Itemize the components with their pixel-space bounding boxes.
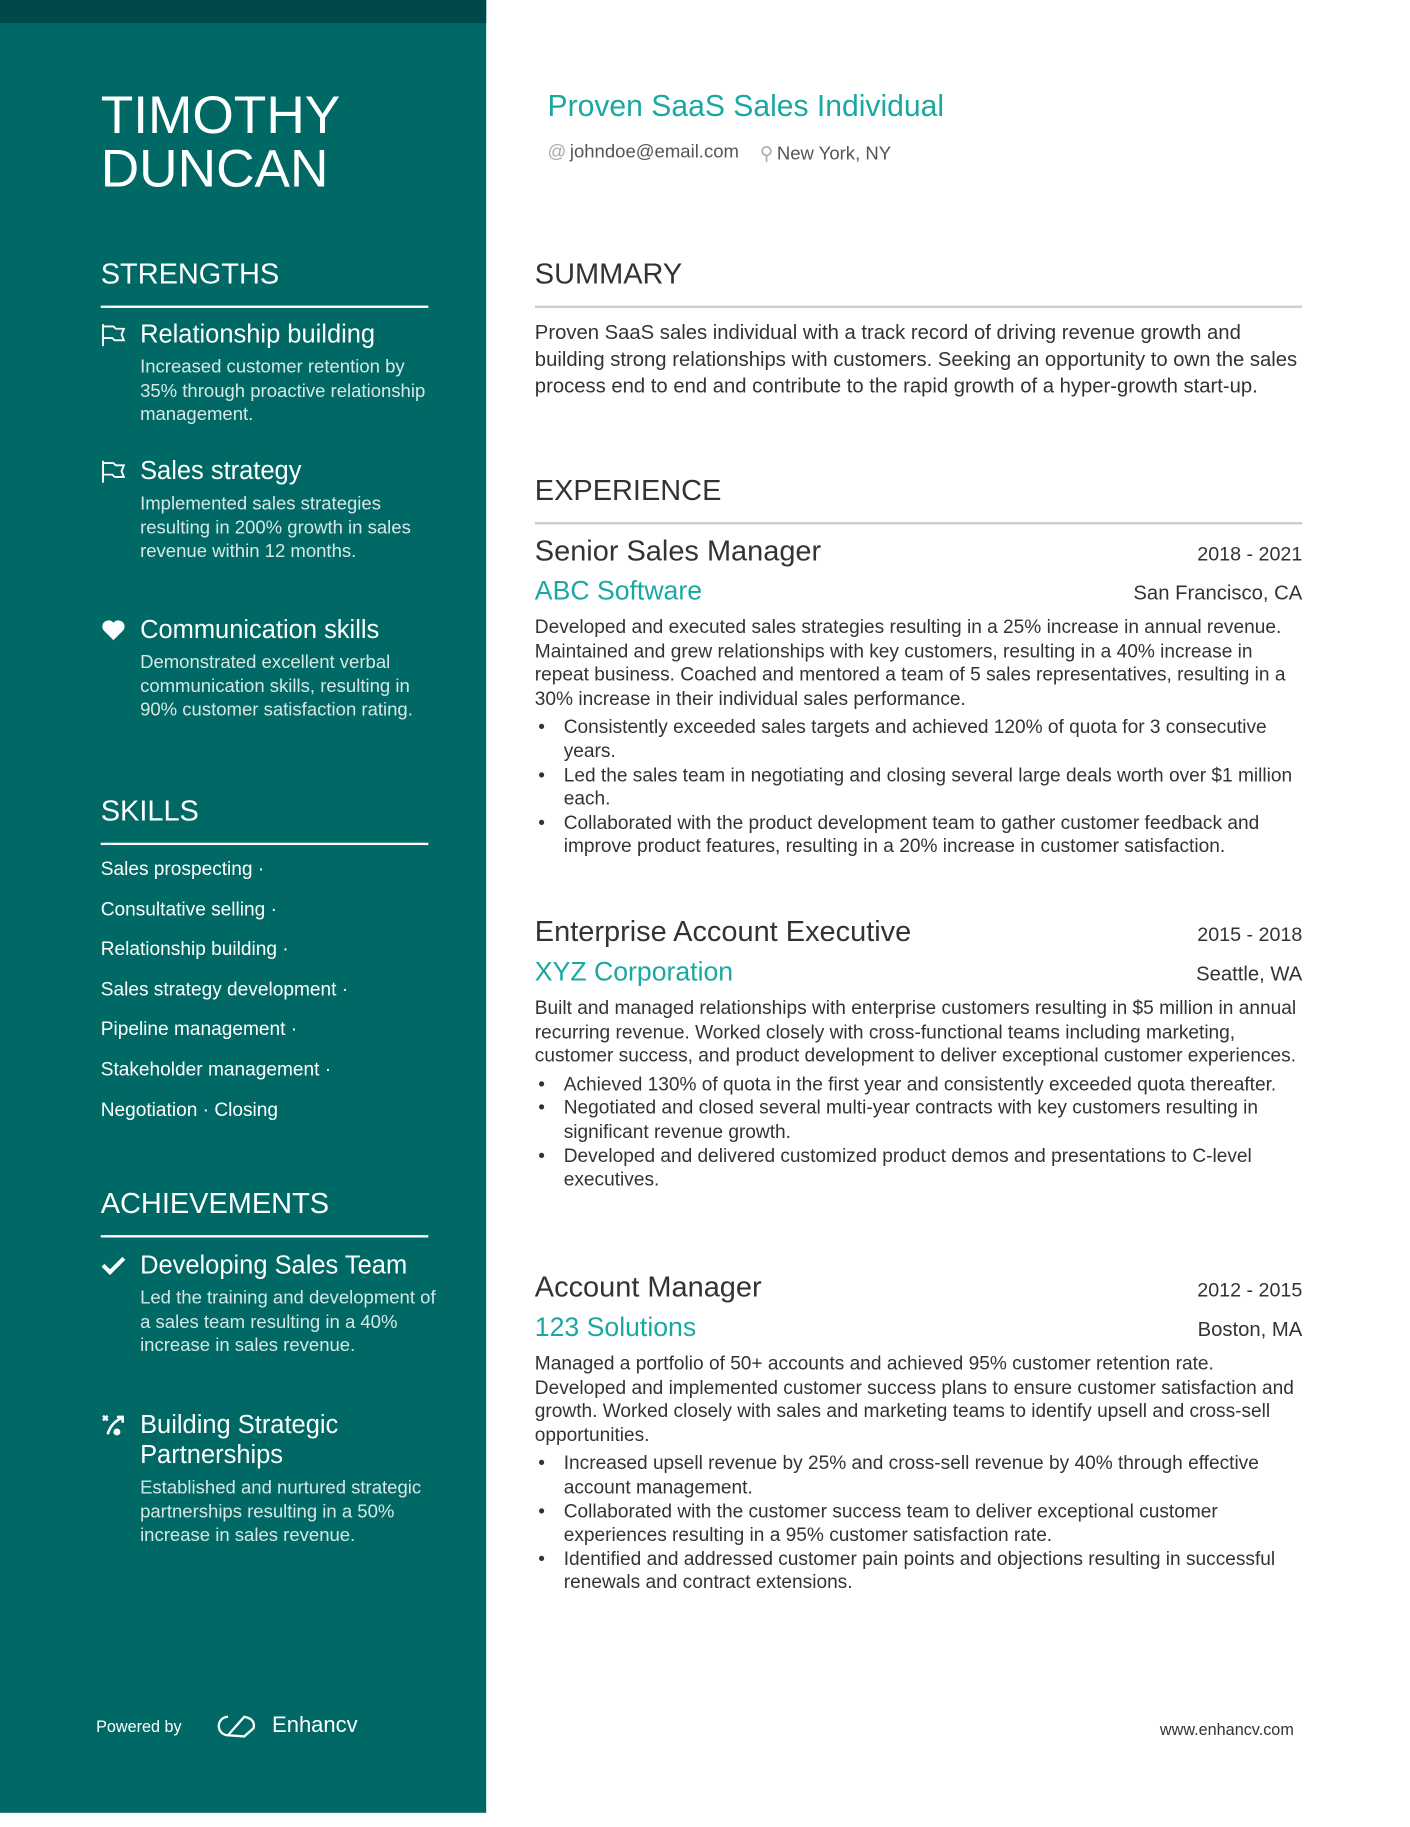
skill-item: Sales strategy development ·: [100, 979, 349, 1001]
job-company: 123 Solutions: [534, 1311, 697, 1342]
job-bullet: • Negotiated and closed several multi-year contracts with key customers resulting in significant revenue growth.: [535, 1097, 1302, 1145]
achievements-heading: ACHIEVEMENTS: [101, 1188, 429, 1238]
strategy-icon: [101, 1412, 126, 1437]
headline: Proven SaaS Sales Individual: [547, 87, 945, 123]
strength-desc: Implemented sales strategies resulting in 200% growth in sales revenue within 12 months.: [140, 494, 411, 562]
strength-title: Sales strategy: [140, 456, 302, 486]
skills-heading: SKILLS: [101, 795, 429, 845]
first-name: TIMOTHY: [100, 84, 341, 145]
skill-item: Consultative selling ·: [100, 899, 277, 921]
flag-icon: [101, 322, 126, 347]
location-text: New York, NY: [776, 144, 892, 165]
skill-item: Negotiation · Closing: [100, 1099, 279, 1121]
job-dates: 2018 - 2021: [1197, 542, 1303, 565]
job-desc: Developed and executed sales strategies resulting in a 25% increase in annual revenue. Maintained and grew relationships with key customers, resulting in a 40% increase in repeat business. Coached and mentored a team of 5 sales representatives, resulting in a 30% increase in their individual sales performance.: [534, 617, 1286, 710]
website-link[interactable]: www.enhancv.com: [1159, 1720, 1294, 1739]
strength-title: Communication skills: [140, 614, 380, 644]
achievement-desc: Established and nurtured strategic partnerships resulting in a 50% increase in sales revenue.: [140, 1478, 422, 1546]
skill-item: Pipeline management ·: [100, 1018, 298, 1040]
job-company: ABC Software: [534, 575, 703, 606]
location: [760, 142, 891, 165]
job-dates: 2015 - 2018: [1197, 923, 1303, 946]
achievement-item: [101, 1410, 437, 1549]
enhancv-logo-icon: [214, 1713, 260, 1738]
job-company: XYZ Corporation: [534, 956, 734, 987]
check-icon: [101, 1253, 126, 1278]
achievement-title: Developing Sales Team: [140, 1250, 408, 1280]
strengths-heading: STRENGTHS: [101, 258, 429, 308]
strength-desc: Demonstrated excellent verbal communication skills, resulting in 90% customer satisfaction rating.: [140, 652, 413, 721]
last-name: DUNCAN: [100, 137, 329, 198]
job-bullet: • Increased upsell revenue by 25% and cross-sell revenue by 40% through effective account management.: [535, 1452, 1302, 1500]
at-icon: @: [547, 142, 567, 163]
job-bullet: • Collaborated with the customer success team to deliver exceptional customer experiences resulting in a 95% customer satisfaction rate.: [535, 1500, 1302, 1548]
job-location: San Francisco, CA: [1133, 581, 1303, 605]
job-desc: Managed a portfolio of 50+ accounts and achieved 95% customer retention rate. Developed and implemented customer success plans to ensure customer satisfaction and growth. Worked closely with sales and marketing teams to identify upsell and cross-sell opportunities.: [534, 1353, 1294, 1446]
achievement-desc: Led the training and development of a sales team resulting in a 40% increase in sales revenue.: [140, 1288, 436, 1356]
strength-item: [101, 615, 437, 724]
job-bullets: [535, 716, 1302, 859]
achievement-item: [101, 1250, 437, 1359]
job-bullets: [535, 1073, 1302, 1192]
job-entry: [535, 916, 1302, 1192]
powered-by: Powered by: [96, 1716, 182, 1736]
flag-icon: [101, 458, 126, 483]
job-role: Enterprise Account Executive: [534, 915, 912, 949]
job-bullets: [535, 1452, 1302, 1595]
job-entry: [535, 1271, 1302, 1595]
job-location: Boston, MA: [1197, 1317, 1303, 1341]
summary-heading: SUMMARY: [535, 258, 1302, 308]
email-text: johndoe@email.com: [569, 142, 739, 163]
job-entry: [535, 535, 1302, 859]
job-role: Account Manager: [534, 1271, 762, 1304]
strength-title: Relationship building: [140, 319, 376, 349]
strength-desc: Increased customer retention by 35% through proactive relationship management.: [140, 357, 426, 426]
job-bullet: • Collaborated with the product development team to gather customer feedback and improve product features, resulting in a 20% increase in customer satisfaction.: [535, 811, 1302, 859]
achievement-title: Building Strategic Partnerships: [140, 1409, 339, 1469]
experience-heading: EXPERIENCE: [535, 475, 1302, 525]
sidebar-top-bar: [0, 0, 486, 23]
candidate-name: [100, 84, 341, 198]
job-bullet: • Achieved 130% of quota in the first year and consistently exceeded quota thereafter.: [535, 1073, 1302, 1097]
job-bullet: • Led the sales team in negotiating and closing several large deals worth over $1 million each.: [535, 764, 1302, 812]
location-pin-icon: ⚲: [759, 144, 774, 165]
job-role: Senior Sales Manager: [534, 534, 822, 568]
job-desc: Built and managed relationships with enterprise customers resulting in $5 million in annual recurring revenue. Worked closely with cross-functional teams including marketing, customer success, and product development to deliver exceptional customer experiences.: [534, 997, 1297, 1067]
enhancv-logo[interactable]: [214, 1713, 357, 1738]
skill-item: Stakeholder management ·: [100, 1059, 332, 1081]
job-bullet: • Consistently exceeded sales targets and achieved 120% of quota for 3 consecutive years.: [535, 716, 1302, 764]
summary-text: Proven SaaS sales individual with a track record of driving revenue growth and building strong relationships with customers. Seeking an opportunity to own the sales process end to end and contribute to the rapid growth of a hyper-growth start-up.: [534, 320, 1298, 398]
job-bullet: • Identified and addressed customer pain points and objections resulting in successful renewals and contract extensions.: [535, 1547, 1302, 1595]
heart-icon: [101, 617, 126, 642]
job-location: Seattle, WA: [1196, 961, 1303, 986]
email[interactable]: [548, 142, 739, 165]
skill-item: Relationship building ·: [100, 938, 289, 960]
strength-item: [101, 456, 437, 565]
contact-info: [548, 142, 892, 165]
brand-name: Enhancv: [272, 1713, 358, 1738]
skill-item: Sales prospecting ·: [100, 858, 265, 880]
job-bullet: • Developed and delivered customized product demos and presentations to C-level executives.: [535, 1144, 1302, 1192]
job-dates: 2012 - 2015: [1197, 1279, 1303, 1302]
strength-item: [101, 319, 437, 428]
